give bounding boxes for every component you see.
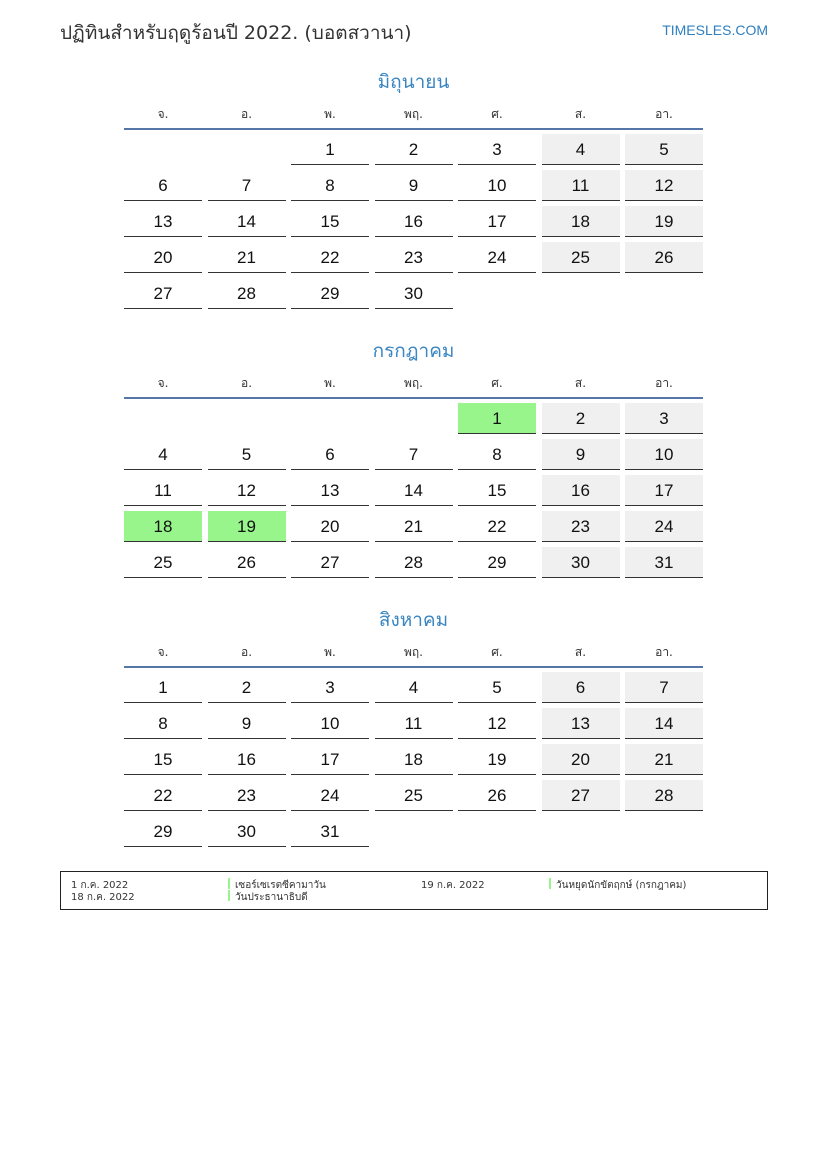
day-cell: 9 xyxy=(542,439,620,470)
day-cell: 25 xyxy=(124,547,202,578)
day-cell: 6 xyxy=(542,672,620,703)
day-cell: 27 xyxy=(291,547,369,578)
weekday-label: จ. xyxy=(157,645,169,659)
legend-date: 18 ก.ค. 2022 xyxy=(71,892,135,903)
day-cell: 6 xyxy=(124,170,202,201)
day-cell: 5 xyxy=(458,672,536,703)
week-row xyxy=(124,816,703,852)
day-cell: 1 xyxy=(124,672,202,703)
weekday-header xyxy=(124,102,703,130)
day-cell: 11 xyxy=(542,170,620,201)
month-july xyxy=(124,337,703,583)
week-row xyxy=(124,278,703,314)
day-cell: 13 xyxy=(291,475,369,506)
day-cell: 29 xyxy=(291,278,369,309)
week-row xyxy=(124,780,703,816)
legend-date: 1 ก.ค. 2022 xyxy=(71,880,129,891)
weekday-label: อา. xyxy=(655,645,673,659)
day-cell: 3 xyxy=(291,672,369,703)
legend-date: 19 ก.ค. 2022 xyxy=(421,880,485,891)
day-cell: 29 xyxy=(124,816,202,847)
day-cell: 24 xyxy=(625,511,703,542)
empty-day-cell xyxy=(375,816,453,847)
calendar-grid xyxy=(124,130,703,314)
day-cell: 21 xyxy=(208,242,286,273)
weekday-label: ศ. xyxy=(491,376,503,390)
day-cell: 6 xyxy=(291,439,369,470)
day-cell: 19 xyxy=(625,206,703,237)
day-cell: 7 xyxy=(208,170,286,201)
weekday-label: ส. xyxy=(574,645,587,659)
day-cell: 2 xyxy=(208,672,286,703)
week-row xyxy=(124,708,703,744)
empty-day-cell xyxy=(542,816,620,847)
brand-link[interactable]: TIMESLES.COM xyxy=(662,22,768,38)
legend-marker xyxy=(228,890,230,901)
day-cell: 22 xyxy=(458,511,536,542)
day-cell: 5 xyxy=(625,134,703,165)
day-cell: 14 xyxy=(375,475,453,506)
week-row xyxy=(124,672,703,708)
weekday-label: พ. xyxy=(324,376,336,390)
weekday-label: ส. xyxy=(574,376,587,390)
empty-day-cell xyxy=(458,278,536,309)
day-cell: 2 xyxy=(542,403,620,434)
day-cell: 29 xyxy=(458,547,536,578)
empty-day-cell xyxy=(208,403,286,434)
day-cell: 25 xyxy=(542,242,620,273)
weekday-label: ส. xyxy=(574,107,587,121)
empty-day-cell xyxy=(208,134,286,165)
weekday-label: พ. xyxy=(324,645,336,659)
week-row xyxy=(124,403,703,439)
day-cell: 25 xyxy=(375,780,453,811)
day-cell: 20 xyxy=(291,511,369,542)
day-cell: 4 xyxy=(542,134,620,165)
weekday-header xyxy=(124,371,703,399)
month-title: มิถุนายน xyxy=(377,71,450,93)
day-cell: 30 xyxy=(208,816,286,847)
week-row xyxy=(124,242,703,278)
day-cell: 23 xyxy=(375,242,453,273)
day-cell: 15 xyxy=(124,744,202,775)
weekday-label: อ. xyxy=(240,645,253,659)
week-row xyxy=(124,170,703,206)
day-cell: 17 xyxy=(458,206,536,237)
day-cell: 22 xyxy=(291,242,369,273)
weekday-label: อา. xyxy=(655,107,673,121)
day-cell: 8 xyxy=(458,439,536,470)
weekday-label: พฤ. xyxy=(404,107,423,121)
day-cell: 2 xyxy=(375,134,453,165)
day-cell: 7 xyxy=(625,672,703,703)
day-cell: 21 xyxy=(375,511,453,542)
day-cell: 19 xyxy=(458,744,536,775)
day-cell: 27 xyxy=(542,780,620,811)
day-cell: 3 xyxy=(458,134,536,165)
empty-day-cell xyxy=(458,816,536,847)
day-cell: 23 xyxy=(542,511,620,542)
week-row xyxy=(124,206,703,242)
day-cell: 14 xyxy=(208,206,286,237)
day-cell: 12 xyxy=(458,708,536,739)
month-title: สิงหาคม xyxy=(378,609,449,631)
day-cell: 31 xyxy=(291,816,369,847)
legend-name: เซอร์เซเรตซีคามาวัน xyxy=(235,880,326,891)
weekday-label: จ. xyxy=(157,107,169,121)
day-cell: 11 xyxy=(375,708,453,739)
day-cell: 8 xyxy=(124,708,202,739)
week-row xyxy=(124,547,703,583)
weekday-label: พฤ. xyxy=(404,645,423,659)
day-cell: 11 xyxy=(124,475,202,506)
day-cell: 20 xyxy=(124,242,202,273)
legend-marker xyxy=(549,878,551,889)
day-cell: 27 xyxy=(124,278,202,309)
day-cell: 4 xyxy=(124,439,202,470)
empty-day-cell xyxy=(625,278,703,309)
day-cell: 23 xyxy=(208,780,286,811)
weekday-label: ศ. xyxy=(491,645,503,659)
week-row xyxy=(124,439,703,475)
empty-day-cell xyxy=(542,278,620,309)
empty-day-cell xyxy=(124,403,202,434)
day-cell: 28 xyxy=(375,547,453,578)
calendar-grid xyxy=(124,668,703,852)
day-cell: 10 xyxy=(625,439,703,470)
calendar-grid xyxy=(124,399,703,583)
day-cell: 30 xyxy=(375,278,453,309)
legend-name: วันหยุดนักขัตฤกษ์ (กรกฎาคม) xyxy=(556,880,687,891)
weekday-label: จ. xyxy=(157,376,169,390)
weekday-label: พฤ. xyxy=(404,376,423,390)
day-cell: 4 xyxy=(375,672,453,703)
day-cell: 20 xyxy=(542,744,620,775)
day-cell: 30 xyxy=(542,547,620,578)
day-cell: 14 xyxy=(625,708,703,739)
day-cell: 21 xyxy=(625,744,703,775)
day-cell: 13 xyxy=(124,206,202,237)
weekday-header xyxy=(124,640,703,668)
day-cell: 9 xyxy=(208,708,286,739)
month-title: กรกฎาคม xyxy=(372,340,455,362)
day-cell: 5 xyxy=(208,439,286,470)
day-cell: 17 xyxy=(291,744,369,775)
day-cell: 9 xyxy=(375,170,453,201)
day-cell: 1 xyxy=(458,403,536,434)
month-june xyxy=(124,68,703,314)
day-cell: 10 xyxy=(291,708,369,739)
empty-day-cell xyxy=(375,403,453,434)
day-cell: 7 xyxy=(375,439,453,470)
day-cell: 16 xyxy=(375,206,453,237)
weekday-label: อ. xyxy=(240,107,253,121)
weekday-label: ศ. xyxy=(491,107,503,121)
page-title: ปฏิทินสำหรับฤดูร้อนปี 2022. (บอตสวานา) xyxy=(60,22,412,44)
day-cell: 1 xyxy=(291,134,369,165)
week-row xyxy=(124,475,703,511)
day-cell: 18 xyxy=(124,511,202,542)
week-row xyxy=(124,511,703,547)
day-cell: 24 xyxy=(291,780,369,811)
day-cell: 18 xyxy=(375,744,453,775)
empty-day-cell xyxy=(124,134,202,165)
holiday-legend xyxy=(60,871,768,910)
day-cell: 10 xyxy=(458,170,536,201)
day-cell: 26 xyxy=(625,242,703,273)
day-cell: 26 xyxy=(458,780,536,811)
weekday-label: พ. xyxy=(324,107,336,121)
weekday-label: อา. xyxy=(655,376,673,390)
empty-day-cell xyxy=(625,816,703,847)
day-cell: 13 xyxy=(542,708,620,739)
empty-day-cell xyxy=(291,403,369,434)
day-cell: 19 xyxy=(208,511,286,542)
day-cell: 12 xyxy=(625,170,703,201)
day-cell: 15 xyxy=(458,475,536,506)
day-cell: 31 xyxy=(625,547,703,578)
day-cell: 16 xyxy=(208,744,286,775)
day-cell: 15 xyxy=(291,206,369,237)
day-cell: 26 xyxy=(208,547,286,578)
day-cell: 12 xyxy=(208,475,286,506)
month-august xyxy=(124,606,703,852)
week-row xyxy=(124,744,703,780)
day-cell: 22 xyxy=(124,780,202,811)
week-row xyxy=(124,134,703,170)
legend-name: วันประธานาธิบดี xyxy=(235,892,308,903)
day-cell: 24 xyxy=(458,242,536,273)
day-cell: 28 xyxy=(625,780,703,811)
day-cell: 8 xyxy=(291,170,369,201)
day-cell: 18 xyxy=(542,206,620,237)
weekday-label: อ. xyxy=(240,376,253,390)
day-cell: 3 xyxy=(625,403,703,434)
day-cell: 17 xyxy=(625,475,703,506)
day-cell: 28 xyxy=(208,278,286,309)
legend-marker xyxy=(228,878,230,889)
day-cell: 16 xyxy=(542,475,620,506)
